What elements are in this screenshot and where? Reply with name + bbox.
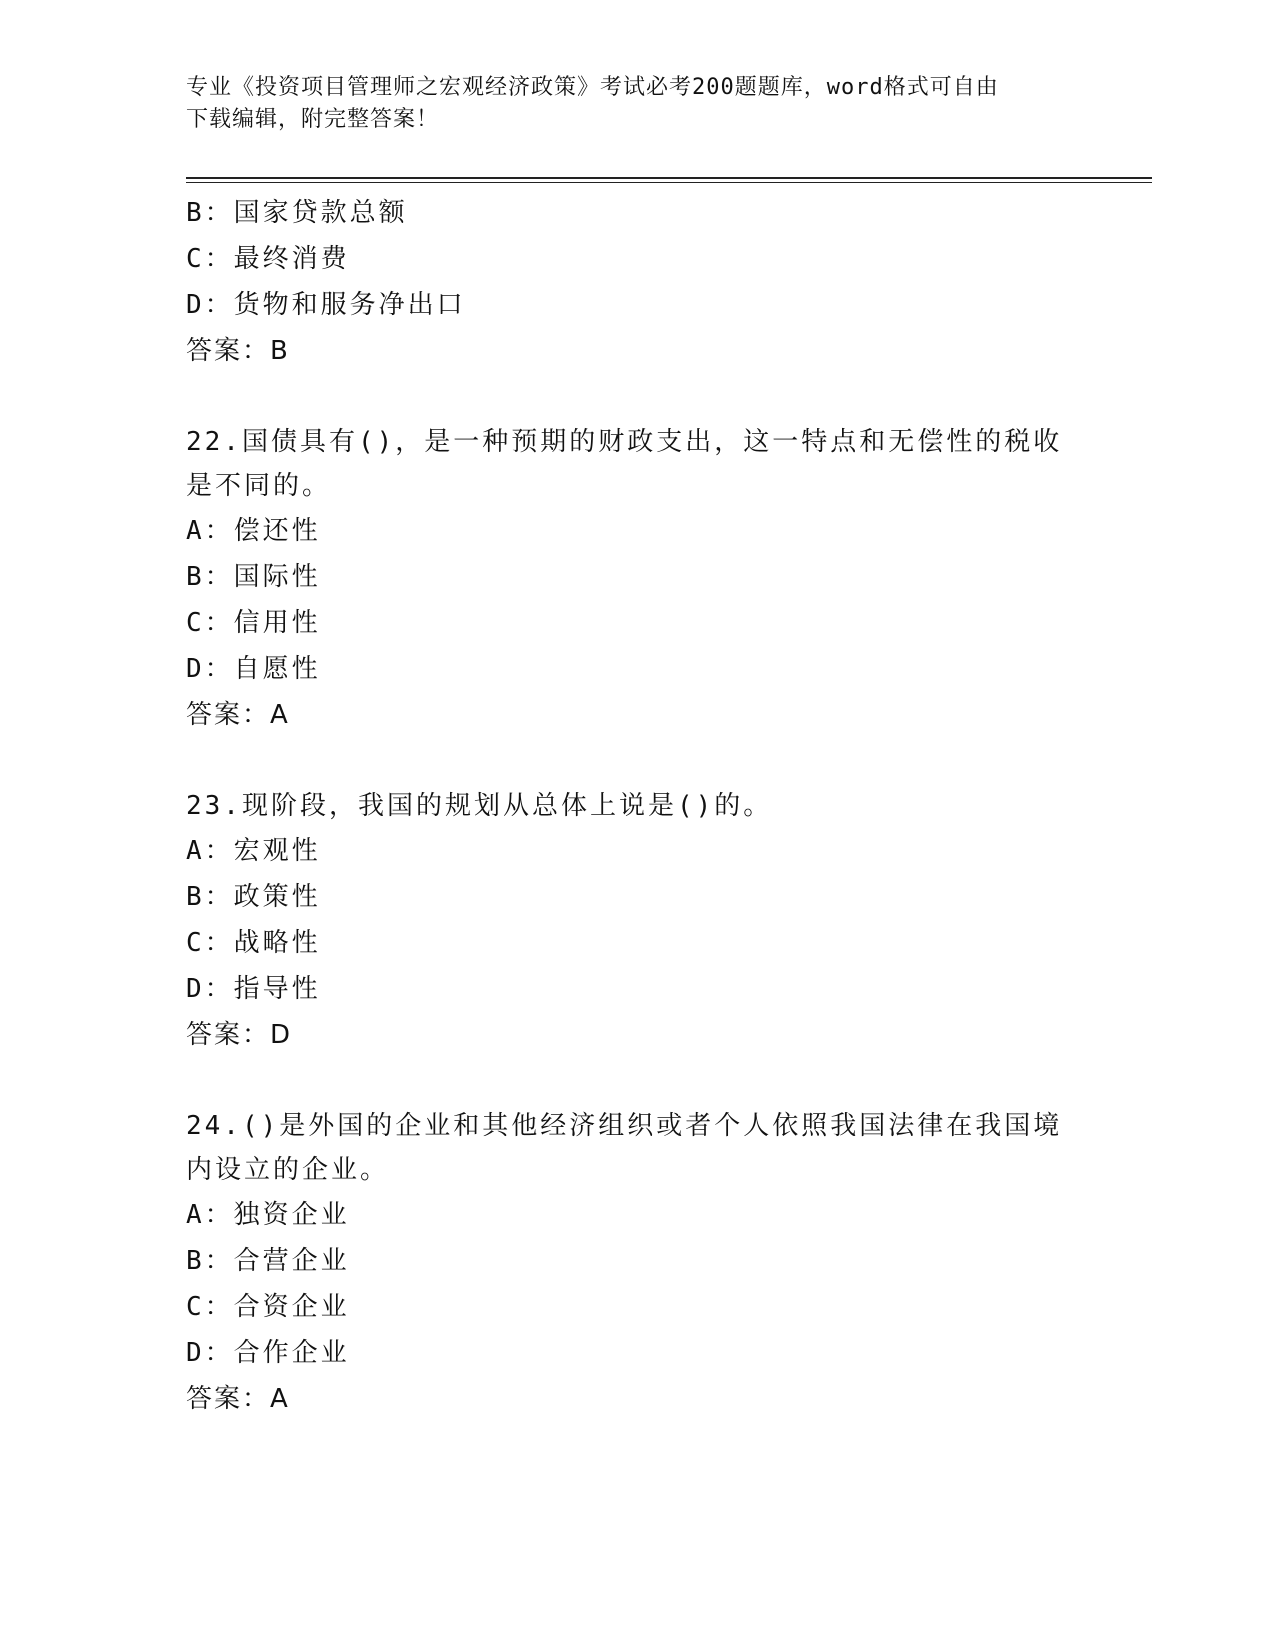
option-c: C：战略性: [186, 928, 321, 958]
option-a: A：偿还性: [186, 516, 321, 546]
header-line-1: 专业《投资项目管理师之宏观经济政策》考试必考200题题库，word格式可自由: [186, 75, 999, 100]
answer-line: 答案：D: [186, 1020, 293, 1050]
answer-line: 答案：B: [186, 336, 290, 366]
question-text: 24.()是外国的企业和其他经济组织或者个人依照我国法律在我国境内设立的企业。: [186, 1111, 1063, 1185]
answer-line: 答案：A: [186, 700, 290, 730]
option-b: B：合营企业: [186, 1246, 350, 1276]
header-divider-thin: [186, 182, 1152, 183]
question-block-21: [186, 190, 1086, 374]
option-c: C：最终消费: [186, 244, 350, 274]
option-d: D：自愿性: [186, 654, 321, 684]
option-c: C：合资企业: [186, 1292, 350, 1322]
question-block-23: [186, 784, 1086, 1058]
header-line-2: 下载编辑，附完整答案！: [186, 107, 440, 132]
option-a: A：独资企业: [186, 1200, 350, 1230]
answer-line: 答案：A: [186, 1384, 290, 1414]
question-block-22: [186, 420, 1086, 738]
document-header: [186, 72, 1086, 136]
question-text: 23.现阶段，我国的规划从总体上说是()的。: [186, 791, 773, 821]
question-block-24: [186, 1104, 1086, 1422]
option-d: D：货物和服务净出口: [186, 290, 466, 320]
option-b: B：国家贷款总额: [186, 198, 408, 228]
header-divider: [186, 177, 1152, 179]
option-d: D：指导性: [186, 974, 321, 1004]
question-list: [186, 190, 1086, 1422]
option-b: B：政策性: [186, 882, 321, 912]
option-c: C：信用性: [186, 608, 321, 638]
option-a: A：宏观性: [186, 836, 321, 866]
option-b: B：国际性: [186, 562, 321, 592]
question-text: 22.国债具有()，是一种预期的财政支出，这一特点和无偿性的税收是不同的。: [186, 427, 1063, 501]
option-d: D：合作企业: [186, 1338, 350, 1368]
